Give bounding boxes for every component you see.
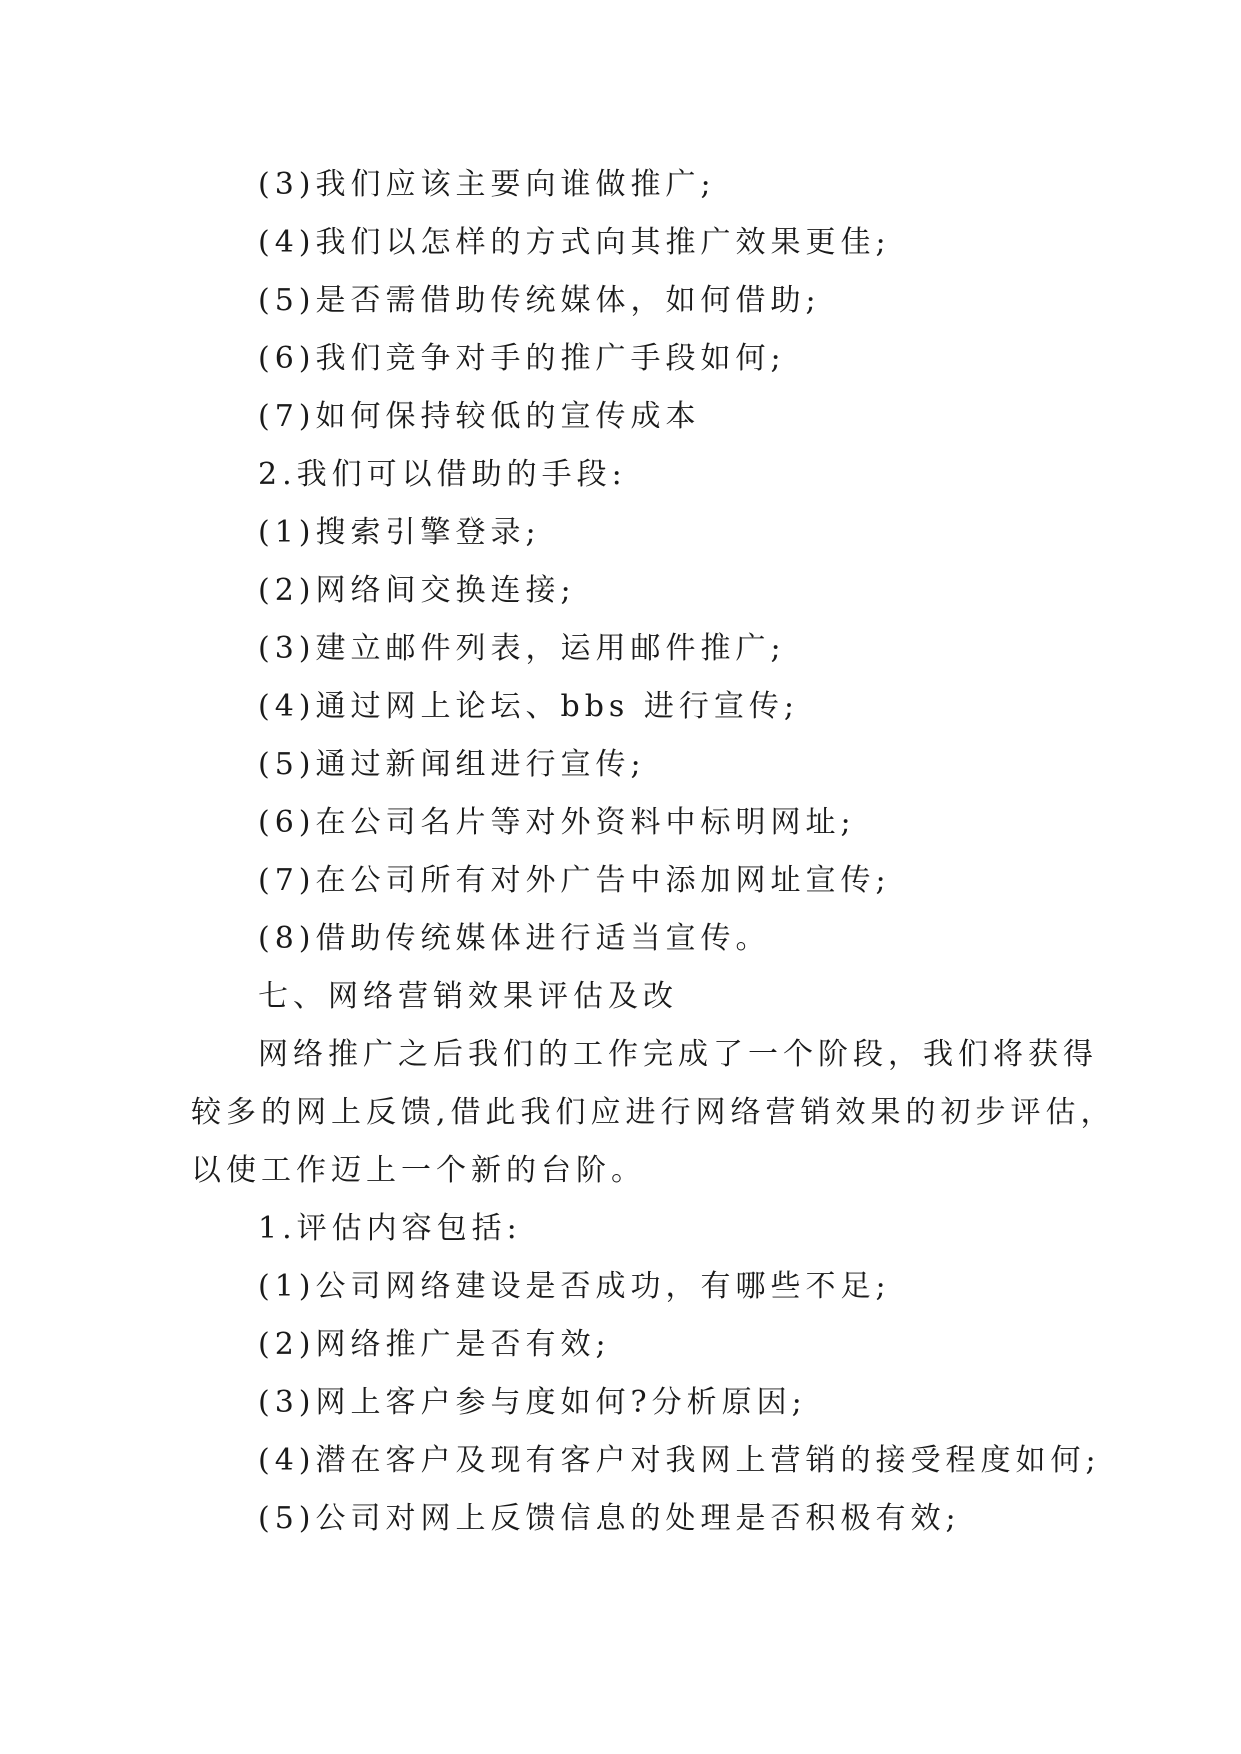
list-item: (1)搜索引擎登录;: [258, 515, 541, 550]
document-body: [191, 156, 1116, 1548]
list-item: (5)通过新闻组进行宣传;: [258, 747, 646, 782]
list-item: (6)我们竞争对手的推广手段如何;: [258, 341, 786, 376]
list-item: (4)我们以怎样的方式向其推广效果更佳;: [258, 225, 891, 260]
list-item: (7)在公司所有对外广告中添加网址宣传;: [258, 863, 891, 898]
list-item: (3)网上客户参与度如何?分析原因;: [258, 1385, 807, 1420]
list-item: (4)潜在客户及现有客户对我网上营销的接受程度如何;: [258, 1443, 1101, 1478]
list-item: (1)公司网络建设是否成功，有哪些不足;: [258, 1269, 891, 1304]
list-item: (6)在公司名片等对外资料中标明网址;: [258, 805, 856, 840]
list-item: (2)网络间交换连接;: [258, 573, 576, 608]
list-item: (5)公司对网上反馈信息的处理是否积极有效;: [258, 1501, 961, 1536]
body-paragraph: [191, 1026, 1116, 1200]
list-item: (2)网络推广是否有效;: [258, 1327, 611, 1362]
list-item: (4)通过网上论坛、bbs 进行宣传;: [258, 689, 799, 724]
section-heading: 2.我们可以借助的手段:: [258, 457, 627, 492]
paragraph-line: 网络推广之后我们的工作完成了一个阶段，我们将获得: [258, 1037, 1098, 1072]
list-item: (8)借助传统媒体进行适当宣传。: [258, 921, 771, 956]
paragraph-line: 较多的网上反馈,借此我们应进行网络营销效果的初步评估，: [191, 1095, 1116, 1130]
list-item: (3)我们应该主要向谁做推广;: [258, 167, 716, 202]
chapter-heading: 七、网络营销效果评估及改: [258, 979, 678, 1014]
section-heading: 1.评估内容包括:: [258, 1211, 522, 1246]
list-item: (3)建立邮件列表，运用邮件推广;: [258, 631, 786, 666]
paragraph-line: 以使工作迈上一个新的台阶。: [191, 1153, 646, 1188]
list-item: (7)如何保持较低的宣传成本: [258, 399, 701, 434]
list-item: (5)是否需借助传统媒体，如何借助;: [258, 283, 821, 318]
